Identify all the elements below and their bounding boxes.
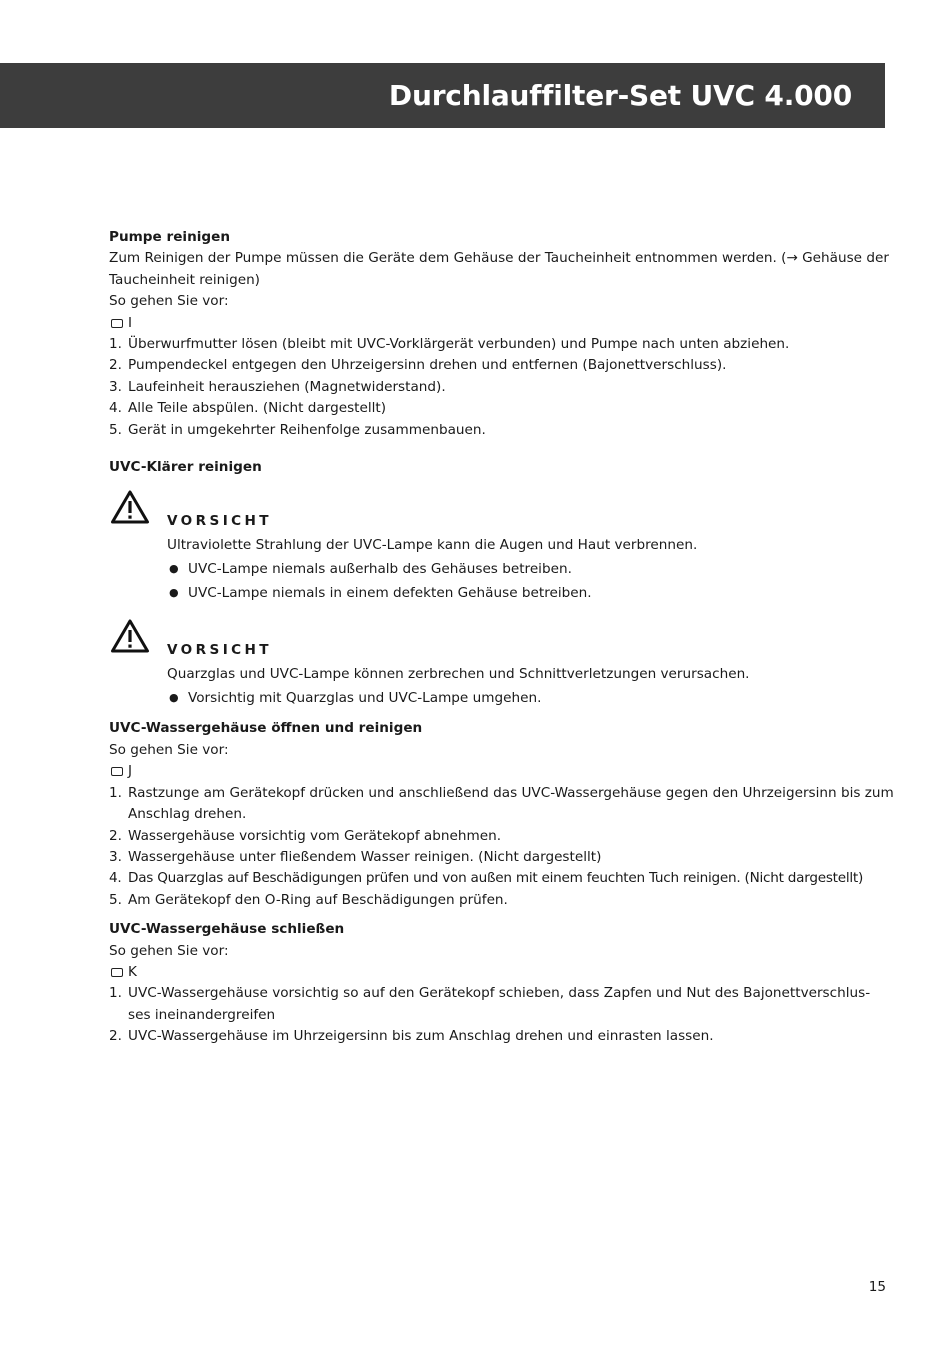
warning-title: VORSICHT bbox=[167, 513, 272, 530]
figure-label: J bbox=[128, 763, 133, 780]
warning-triangle-icon bbox=[110, 489, 150, 525]
list-item: ● UVC-Lampe niemals außerhalb des Gehäuses betreiben. bbox=[169, 561, 572, 578]
open-proceed: So gehen Sie vor: bbox=[109, 741, 229, 758]
list-item: 4. Das Quarzglas auf Beschädigungen prüfen und von außen mit einem feuchten Tuch reinigen. (Nicht dargestellt) bbox=[109, 870, 864, 887]
warning-text: Ultraviolette Strahlung der UVC-Lampe kann die Augen und Haut verbrennen. bbox=[167, 537, 698, 554]
list-item: 2. Wassergehäuse vorsichtig vom Gerätekopf abnehmen. bbox=[109, 827, 502, 844]
header-bar bbox=[0, 63, 885, 128]
list-item: 5. Gerät in umgekehrter Reihenfolge zusammenbauen. bbox=[109, 421, 486, 438]
figure-icon bbox=[111, 319, 123, 328]
figure-reference bbox=[109, 313, 889, 334]
pump-intro: Zum Reinigen der Pumpe müssen die Geräte dem Gehäuse der Taucheinheit entnommen werden. (→ Gehäuse der Taucheinheit reinigen) bbox=[109, 250, 889, 288]
section-heading-pump: Pumpe reinigen bbox=[109, 229, 231, 245]
list-item: ● UVC-Lampe niemals in einem defekten Gehäuse betreiben. bbox=[169, 585, 592, 602]
list-item: 2. Pumpendeckel entgegen den Uhrzeigersinn drehen und entfernen (Bajonettverschluss). bbox=[109, 357, 727, 374]
list-item: 1. Überwurfmutter lösen (bleibt mit UVC-Vorklärgerät verbunden) und Pumpe nach unten abziehen. bbox=[109, 336, 790, 353]
content bbox=[109, 227, 894, 1048]
warning-title: VORSICHT bbox=[167, 642, 272, 659]
warning-text: Quarzglas und UVC-Lampe können zerbrechen und Schnittverletzungen verursachen. bbox=[167, 666, 750, 683]
figure-reference bbox=[109, 962, 889, 983]
pump-proceed: So gehen Sie vor: bbox=[109, 293, 229, 310]
section-heading-uvc: UVC-Klärer reinigen bbox=[109, 459, 262, 476]
list-item: 4. Alle Teile abspülen. (Nicht dargestellt) bbox=[109, 400, 387, 417]
warning-bullets bbox=[167, 686, 889, 710]
list-item: 5. Am Gerätekopf den O-Ring auf Beschädigungen prüfen. bbox=[109, 891, 508, 908]
warning-box bbox=[109, 619, 889, 710]
warning-triangle-icon bbox=[110, 618, 150, 654]
list-item: 1. UVC-Wassergehäuse vorsichtig so auf den Gerätekopf schieben, dass Zapfen und Nut des Bajonettverschlus- ses ineinandergreifen bbox=[109, 985, 871, 1023]
list-item: 1. Rastzunge am Gerätekopf drücken und anschließend das UVC-Wassergehäuse gegen den Uhrzeigersinn bis zum Anschlag drehen. bbox=[109, 784, 894, 823]
figure-icon bbox=[111, 767, 123, 776]
page-number: 15 bbox=[868, 1279, 886, 1295]
list-item: 3. Laufeinheit herausziehen (Magnetwiderstand). bbox=[109, 378, 446, 395]
section-heading-close: UVC-Wassergehäuse schließen bbox=[109, 921, 345, 938]
figure-reference bbox=[109, 761, 889, 782]
section-heading-open: UVC-Wassergehäuse öffnen und reinigen bbox=[109, 720, 423, 737]
list-item: 3. Wassergehäuse unter fließendem Wasser reinigen. (Nicht dargestellt) bbox=[109, 848, 602, 865]
list-item: 2. UVC-Wassergehäuse im Uhrzeigersinn bis zum Anschlag drehen und einrasten lassen. bbox=[109, 1028, 714, 1045]
pump-steps bbox=[109, 334, 889, 441]
warning-bullets bbox=[167, 557, 889, 605]
figure-label: K bbox=[128, 963, 137, 980]
warning-box bbox=[109, 490, 889, 605]
close-steps bbox=[109, 983, 889, 1047]
figure-icon bbox=[111, 968, 123, 977]
list-item: ● Vorsichtig mit Quarzglas und UVC-Lampe umgehen. bbox=[169, 690, 542, 707]
figure-label: I bbox=[128, 314, 133, 331]
page-title: Durchlauffilter-Set UVC 4.000 bbox=[388, 79, 852, 112]
close-proceed: So gehen Sie vor: bbox=[109, 942, 229, 959]
open-steps bbox=[109, 783, 899, 911]
